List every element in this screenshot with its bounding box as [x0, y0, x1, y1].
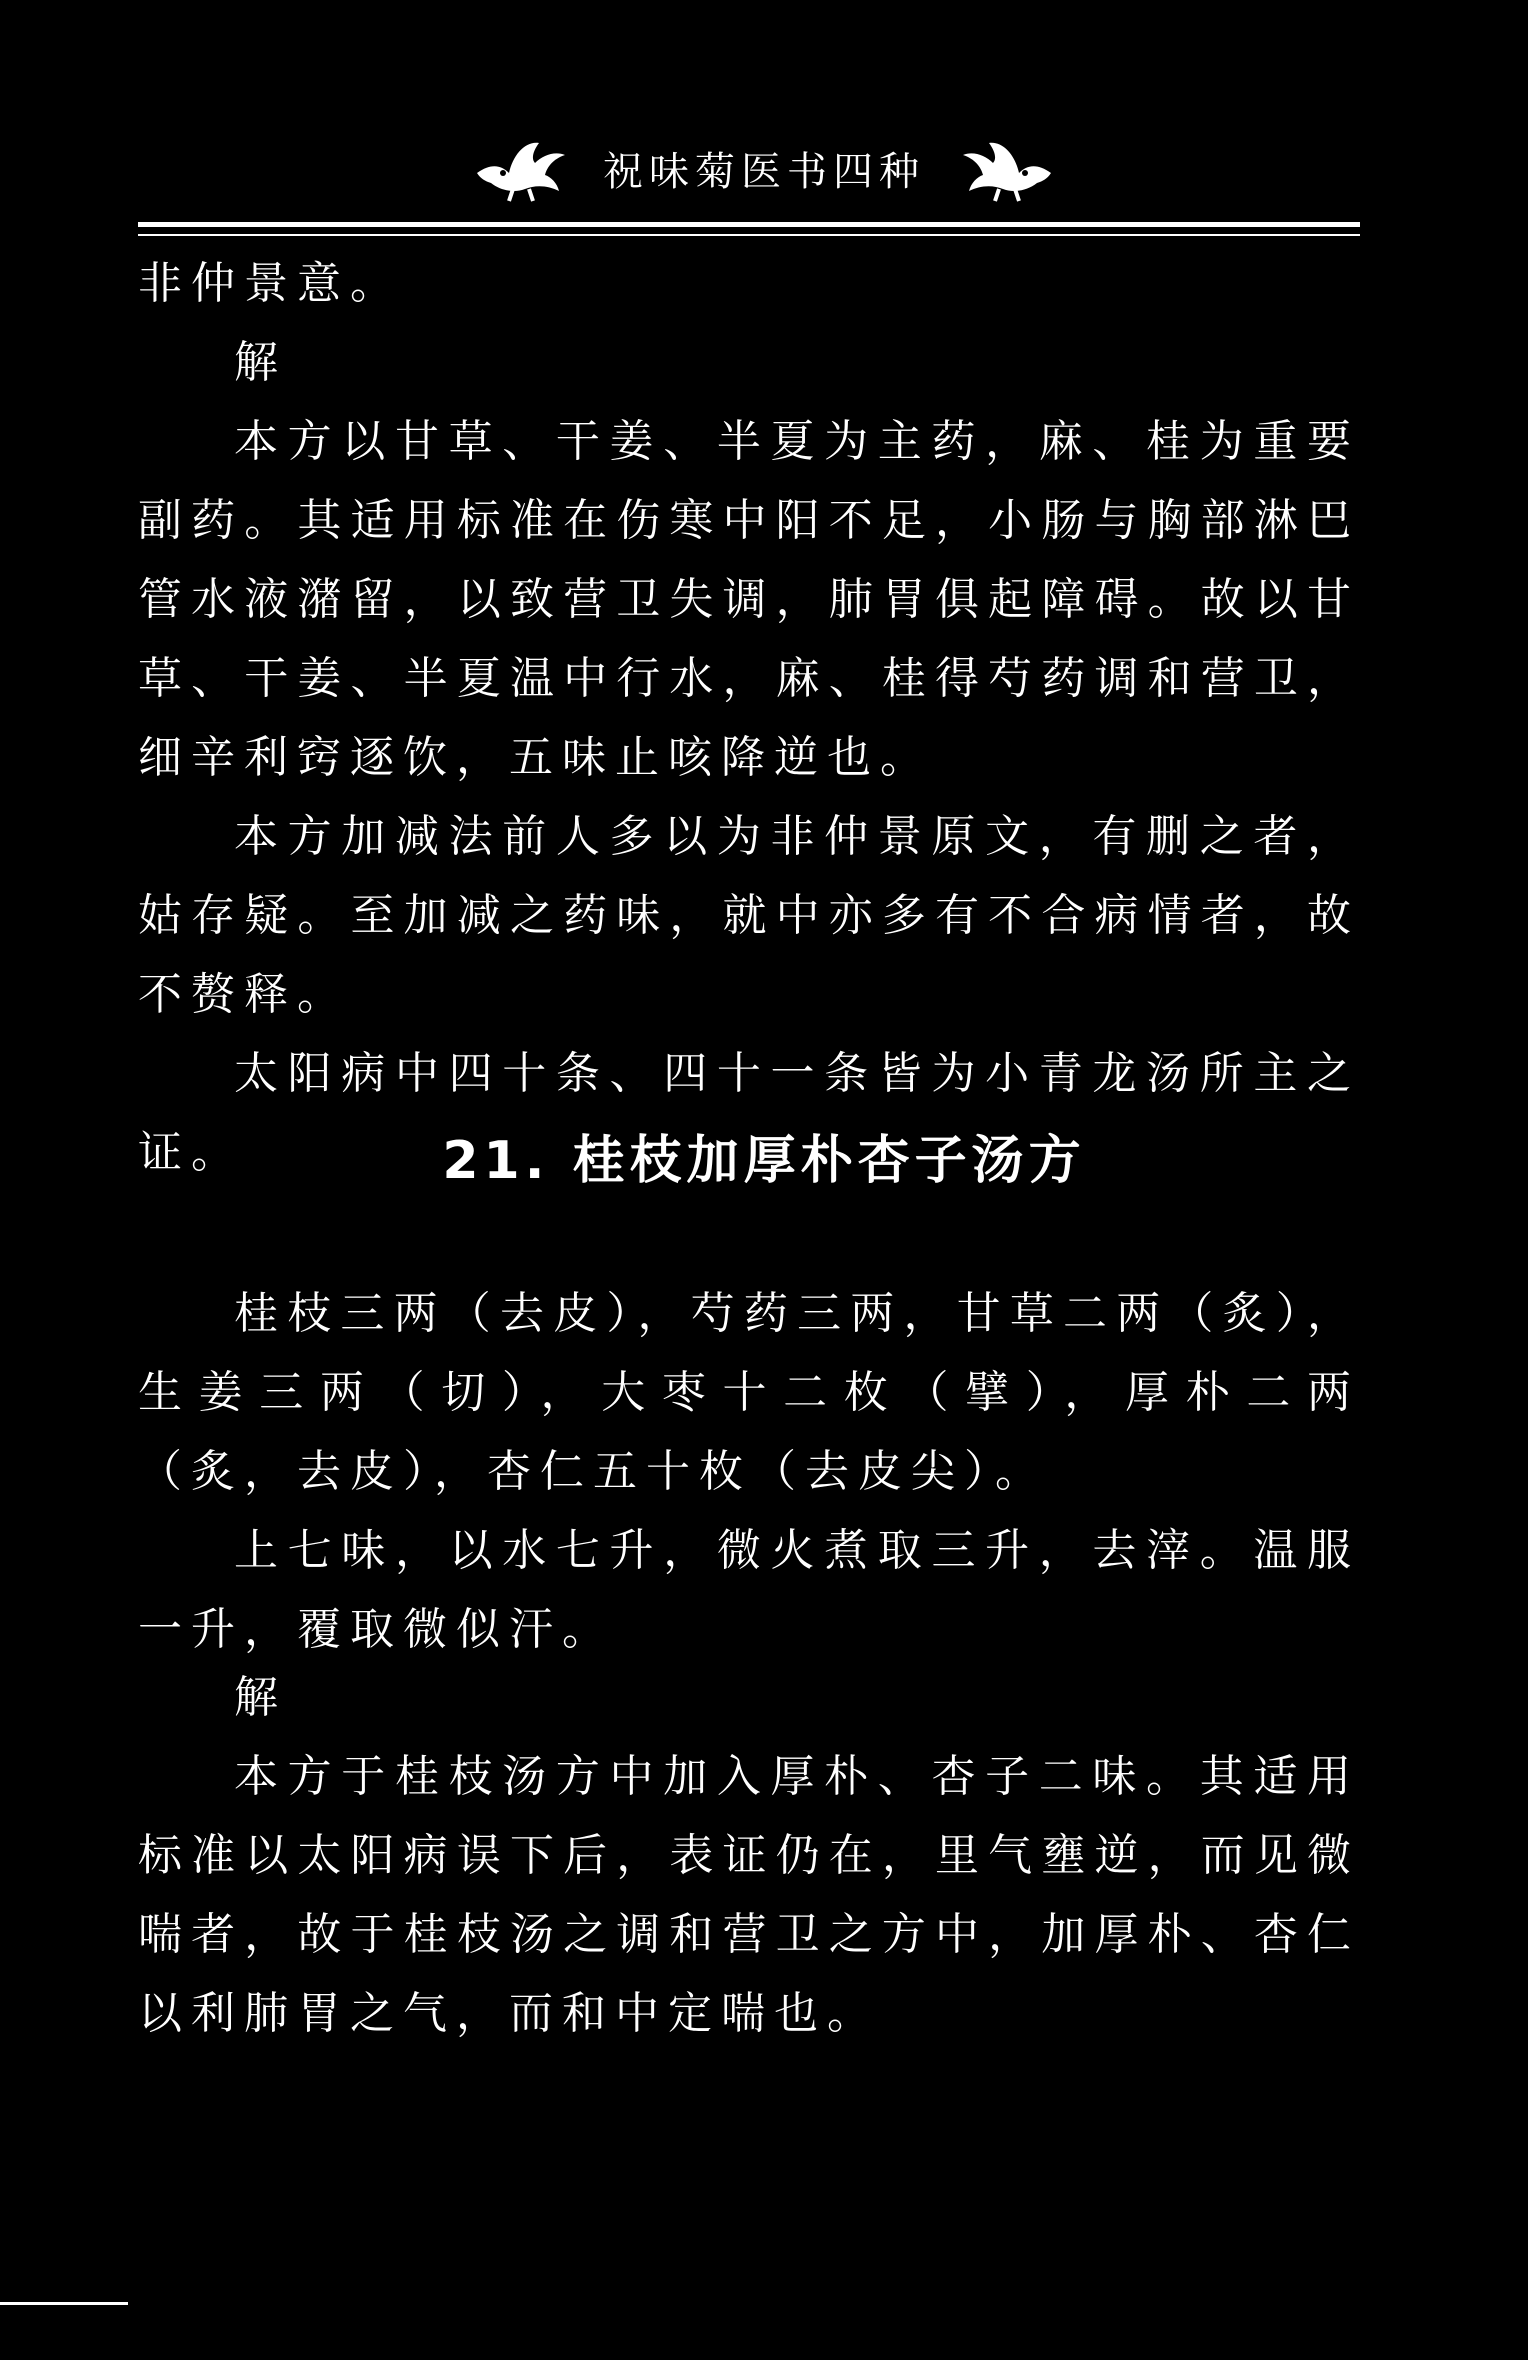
section-title: 21. 桂枝加厚朴杏子汤方 [442, 1131, 1086, 1191]
jie-heading: 解 [234, 1672, 278, 1723]
book-title: 祝味菊医书四种 [603, 148, 925, 195]
jie-heading: 解 [234, 337, 278, 388]
paragraph: 本方以甘草、干姜、半夏为主药，麻、桂为重要副药。其适用标准在伤寒中阳不足，小肠与胸部淋巴管水液潴留，以致营卫失调，肺胃俱起障碍。故以甘草、干姜、半夏温中行水，麻、桂得芍药调和营卫，细辛利窍逐饮，五味止咳降逆也。 [138, 416, 1360, 783]
explanation-block [138, 1658, 1360, 2053]
paragraph: 太阳病中四十条、四十一条皆为小青龙汤所主之证。 [138, 1048, 1360, 1178]
paragraph: 本方于桂枝汤方中加入厚朴、杏子二味。其适用标准以太阳病误下后，表证仍在，里气壅逆，而见微喘者，故于桂枝汤之调和营卫之方中，加厚朴、杏仁以利肺胃之气，而和中定喘也。 [138, 1751, 1360, 2039]
running-header [0, 128, 1528, 208]
header-rule-thin [138, 234, 1360, 236]
continuation-line: 非仲景意。 [138, 258, 403, 309]
preparation-method: 上七味，以水七升，微火煮取三升，去滓。温服一升，覆取微似汗。 [138, 1525, 1360, 1655]
paragraph: 本方加减法前人多以为非仲景原文，有删之者，姑存疑。至加减之药味，就中亦多有不合病情者，故不赘释。 [138, 811, 1360, 1020]
formula-ingredients: 桂枝三两（去皮），芍药三两，甘草二两（炙），生姜三两（切），大枣十二枚（擘），厚朴二两（炙，去皮），杏仁五十枚（去皮尖）。 [138, 1288, 1360, 1497]
bird-ornament-icon [959, 133, 1055, 203]
formula-block [138, 1274, 1360, 1669]
header-rule-thick [138, 222, 1360, 227]
bird-ornament-icon [473, 133, 569, 203]
page-edge-mark [0, 2302, 128, 2305]
section-1-body [138, 244, 1360, 1192]
